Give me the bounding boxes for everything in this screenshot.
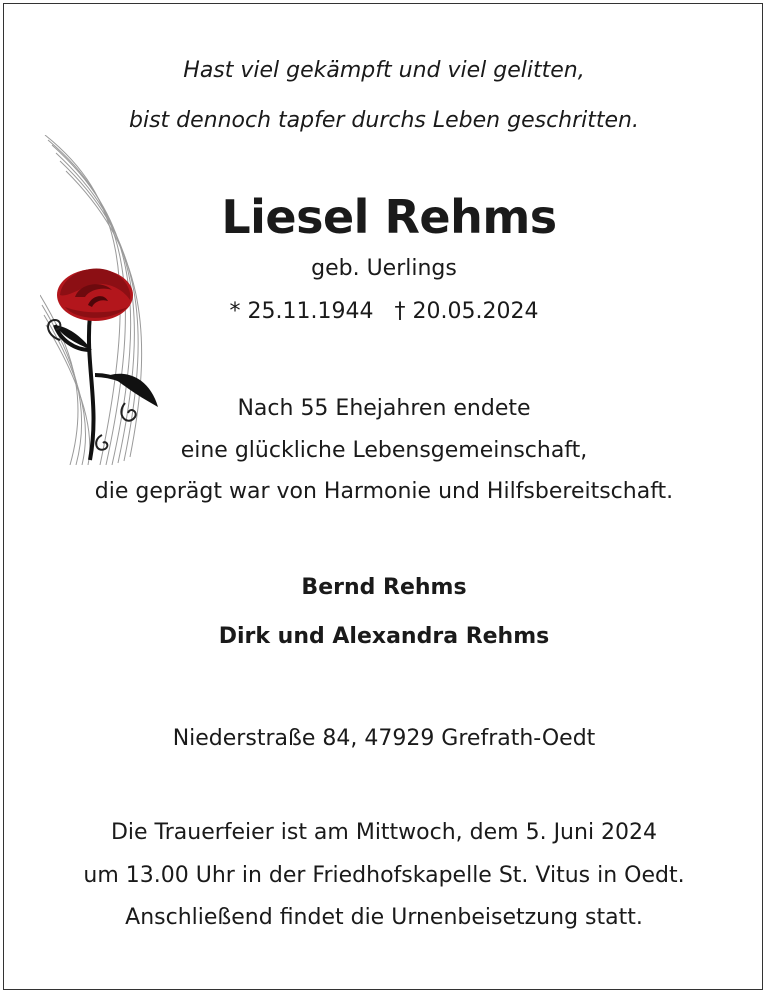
funeral-line-3: Anschließend findet die Urnenbeisetzung statt. [125,905,643,930]
life-dates: * 25.11.1944 † 20.05.2024 [229,299,539,324]
message-line-3: die geprägt war von Harmonie und Hilfsbereitschaft. [94,479,674,504]
address: Niederstraße 84, 47929 Grefrath-Oedt [172,726,596,751]
mourner-name-2: Dirk und Alexandra Rehms [218,624,550,649]
funeral-line-2: um 13.00 Uhr in der Friedhofskapelle St. Vitus in Oedt. [83,863,685,888]
poem-line-2: bist dennoch tapfer durchs Leben geschritten. [129,108,639,133]
funeral-line-1: Die Trauerfeier ist am Mittwoch, dem 5. Juni 2024 [110,820,658,845]
birth-name: geb. Uerlings [311,256,457,281]
poem-line-1: Hast viel gekämpft und viel gelitten, [183,58,585,83]
message-line-1: Nach 55 Ehejahren endete [237,396,531,421]
deceased-name: Liesel Rehms [221,190,557,244]
mourner-name-1: Bernd Rehms [301,575,467,600]
message-line-2: eine glückliche Lebensgemeinschaft, [180,438,588,463]
